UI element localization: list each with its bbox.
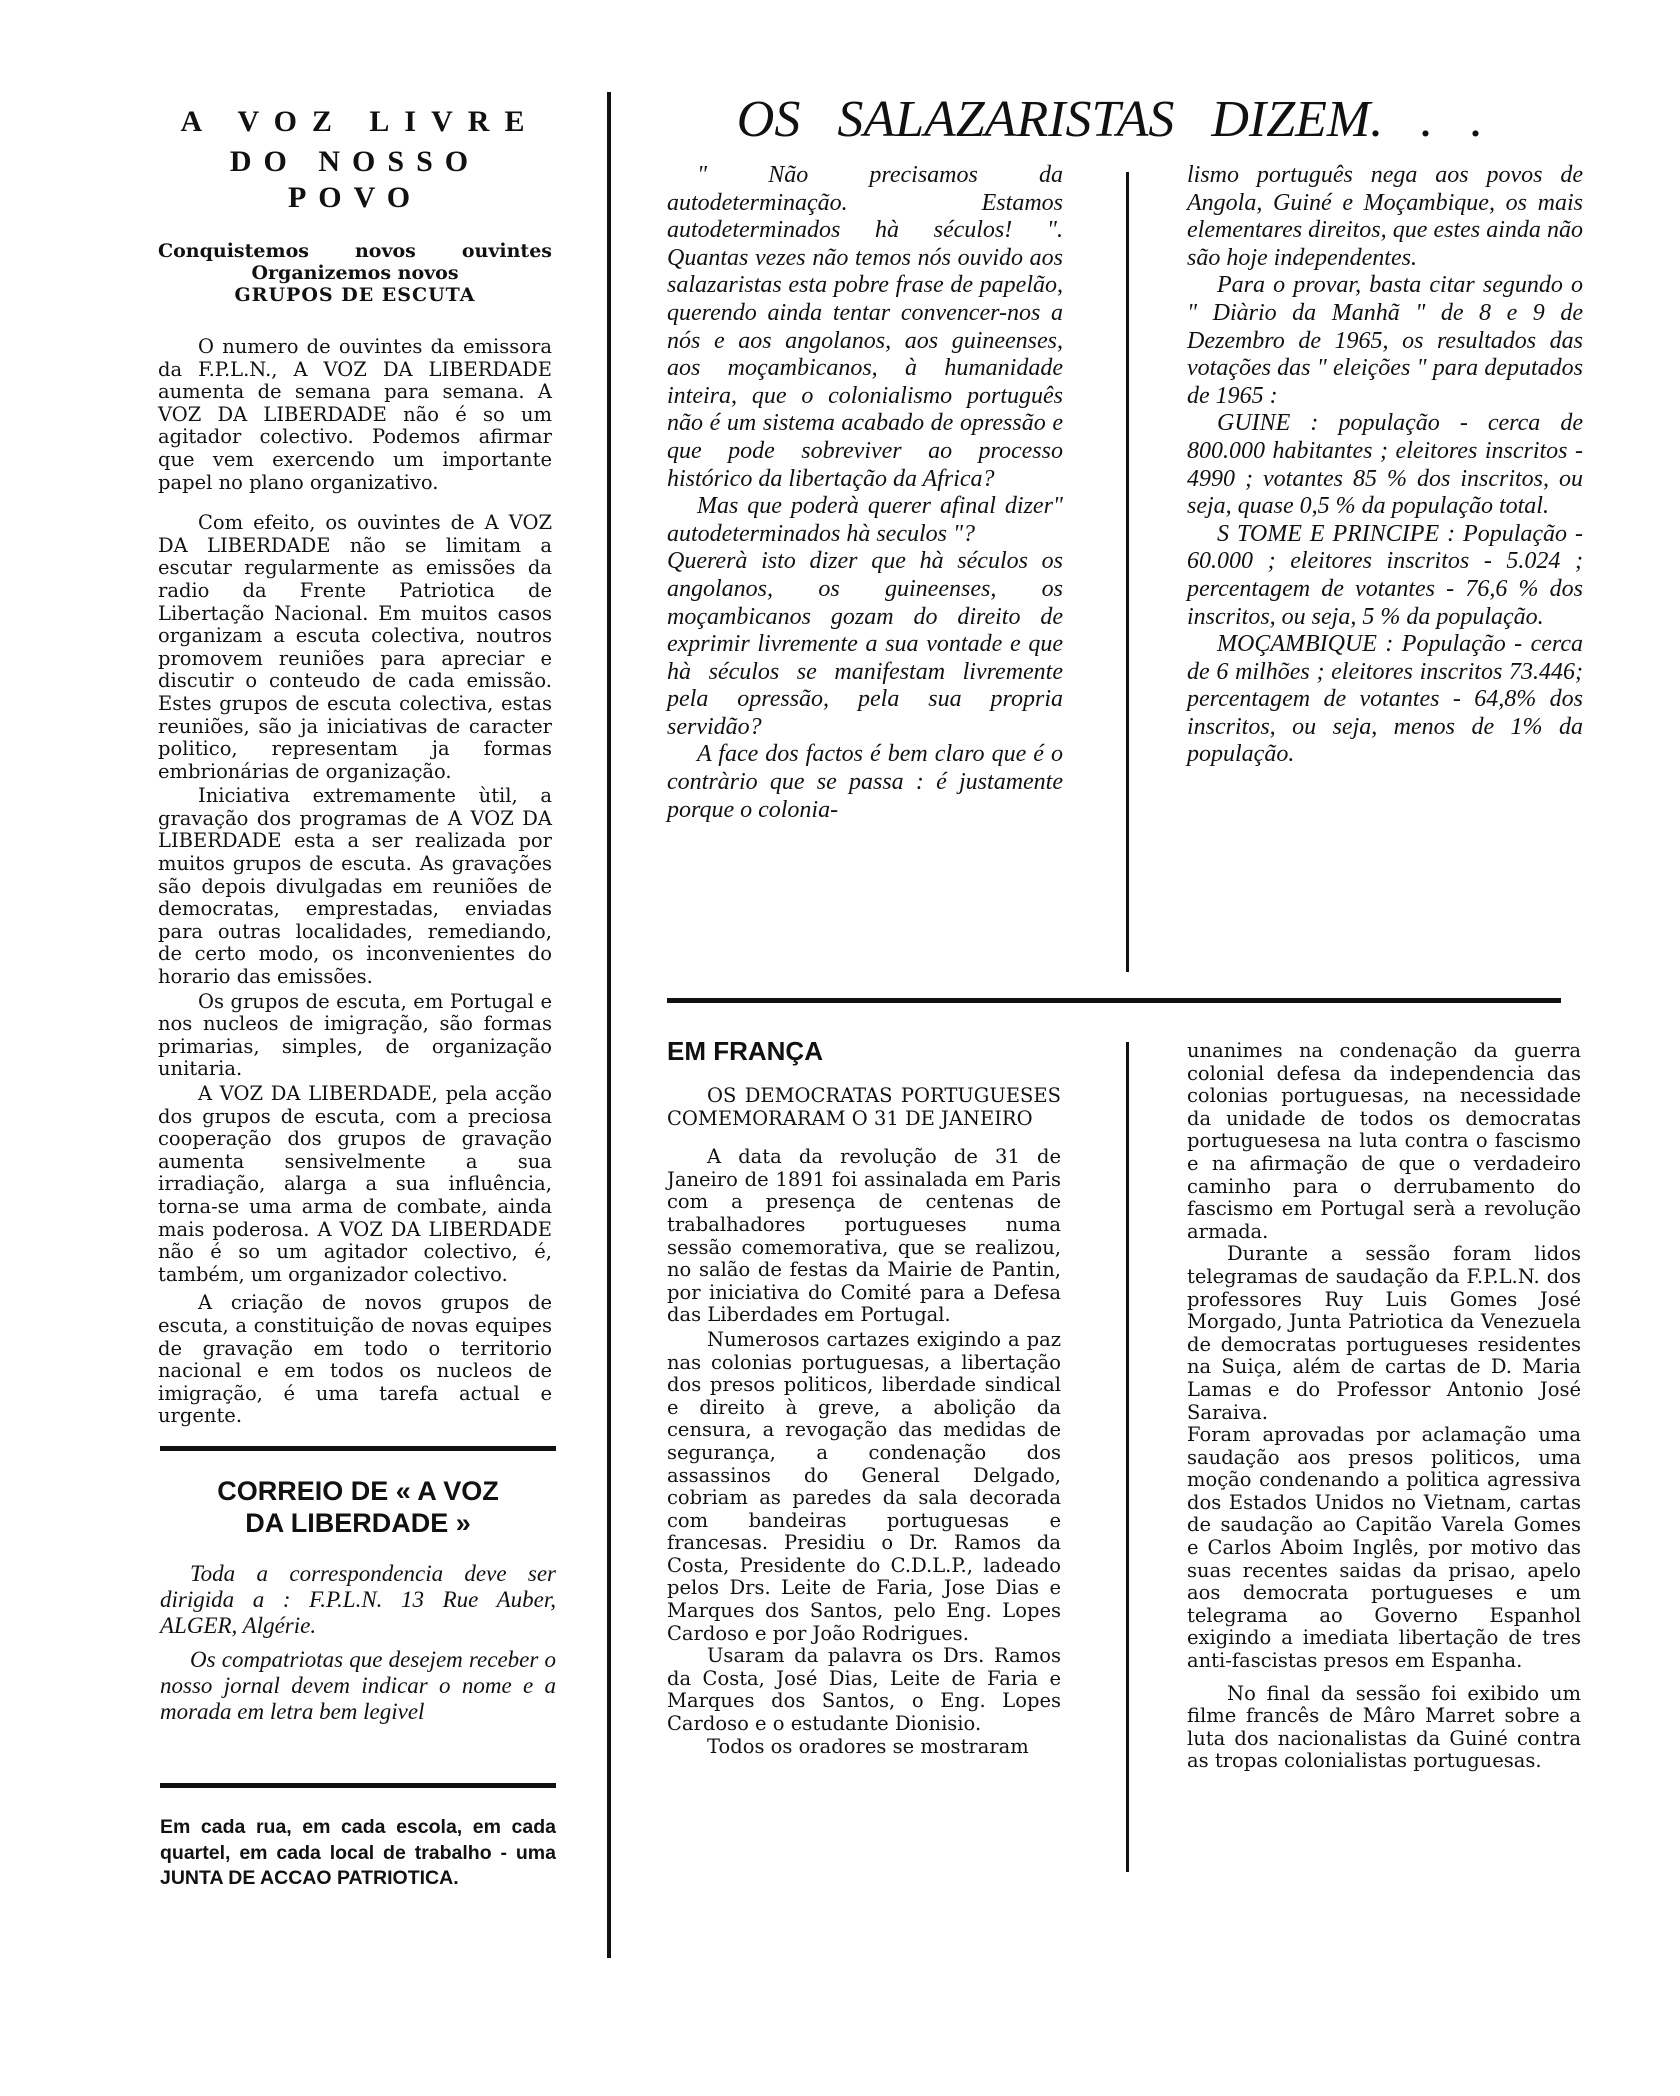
paragraph: Durante a sessão foram lidos telegramas de saudação da F.P.L.N. dos professores Ruy Luis Gomes José Morgado, Junta Patriotica da Venezuela de democratas portugueses residentes na Suiça, além de cartas de D. Maria Lamas e do Professor Antonio José Saraiva.	[1187, 1242, 1581, 1424]
paragraph: S TOME E PRINCIPE : População - 60.000 ; eleitores inscritos - 5.024 ; percentagem de votantes - 76,6 % dos inscritos, ou seja, 5 % da população.	[1187, 520, 1583, 630]
paragraph: Quererà isto dizer que hà séculos os angolanos, os guineenses, os moçambicanos gozam do direito de exprimir livremente a sua vontade e que hà séculos se manifestam livremente pela opressão, pela sua propria servidão?	[667, 548, 1063, 740]
column-divider-salazaristas	[1126, 172, 1129, 972]
franca-col1-body	[667, 1146, 1061, 1758]
franca-col2	[1187, 1040, 1581, 1773]
paragraph: Numerosos cartazes exigindo a paz nas colonias portuguesas, a libertação dos presos politicos, liberdade sindical e direito à greve, a abolição da censura, a revogação das medidas de segurança, a condenação dos assassinos do General Delgado, cobriam as paredes da sala decorada com bandeiras portuguesas e francesas. Presidiu o Dr. Ramos da Costa, Presidente do C.D.L.P., ladeado pelos Drs. Leite de Faria, Jose Dias e Marques dos Santos, pelo Eng. Lopes Cardoso e por João Rodrigues.	[667, 1327, 1061, 1645]
paragraph: Iniciativa extremamente ùtil, a gravação dos programas de A VOZ DA LIBERDADE esta a ser realizada por muitos grupos de escuta. As gravações são depois divulgadas em reuniões de democratas, emprestadas, enviadas para outras localidades, remediando, de certo modo, os inconvenientes do horario das emissões.	[158, 784, 552, 989]
subtitle-line3: GRUPOS DE ESCUTA	[234, 284, 476, 306]
paragraph: unanimes na condenação da guerra colonial defesa da independencia das colonias portuguesas, na necessidade da unidade de todos os democratas portuguesesa na luta contra o fascismo e na afirmação de que o verdadeiro caminho para o derrubamento do fascismo em Portugal serà a revolução armada.	[1187, 1039, 1581, 1243]
paragraph: A face dos factos é bem claro que é o contràrio que se passa : é justamente porque o colonia-	[667, 741, 1063, 823]
column-divider-main	[607, 92, 611, 1958]
paragraph: A data da revolução de 31 de Janeiro de 1891 foi assinalada em Paris com a presença de centenas de trabalhadores portugueses numa sessão comemorativa, que se realizou, no salão de festas da Mairie de Pantin, por iniciativa do Comité para a Defesa das Liberdades em Portugal.	[667, 1145, 1061, 1327]
franca-col1	[667, 1085, 1061, 1758]
correio-address: Toda a correspondencia deve ser dirigida a : F.P.L.N. 13 Rue Auber, ALGER, Algérie.	[160, 1561, 556, 1638]
paragraph: " Não precisamos da autodeterminação. Estamos autodeterminados hà séculos! ". Quantas vezes não temos nós ouvido aos salazaristas esta pobre frase de papelão, querendo ainda tentar convencer-nos a nós e aos angolanos, aos guineenses, aos moçambicanos, à humanidade inteira, que o colonialismo português não é um sistema acabado de opressão e que pode sobreviver ao processo histórico da libertação da Africa?	[667, 162, 1063, 492]
subtitle-line2: Organizemos novos	[251, 262, 459, 284]
paragraph: A VOZ DA LIBERDADE, pela acção dos grupos de escuta, com a preciosa cooperação dos grupos de gravação aumenta sensivelmente a sua irradiação, alarga a sua influência, torna-se uma arma de combate, ainda mais poderosa. A VOZ DA LIBERDADE não é so um agitador colectivo, é, também, um organizador colectivo.	[158, 1082, 552, 1286]
divider-section	[667, 998, 1561, 1003]
paragraph: Os grupos de escuta, em Portugal e nos nucleos de imigração, são formas primarias, simples, de organização unitaria.	[158, 989, 552, 1081]
franca-heading: EM FRANÇA	[667, 1036, 823, 1066]
paragraph: Usaram da palavra os Drs. Ramos da Costa, José Dias, Leite de Faria e Marques dos Santos, o Eng. Lopes Cardoso e o estudante Dionisio.	[667, 1644, 1061, 1736]
paragraph: GUINE : população - cerca de 800.000 habitantes ; eleitores inscritos - 4990 ; votantes 85 % dos inscritos, ou seja, quase 0,5 % da população total.	[1187, 410, 1583, 520]
salazaristas-col1	[667, 162, 1063, 824]
paragraph: MOÇAMBIQUE : População - cerca de 6 milhões ; eleitores inscritos 73.446; percentagem de votantes - 64,8% dos inscritos, ou seja, menos de 1% da população.	[1187, 631, 1583, 768]
paragraph: lismo português nega aos povos de Angola, Guiné e Moçambique, os mais elementares direitos, que estes ainda não são hoje independentes.	[1187, 162, 1583, 271]
divider-left-1	[160, 1446, 556, 1451]
paragraph: O numero de ouvintes da emissora da F.P.L.N., A VOZ DA LIBERDADE aumenta de semana para semana. A VOZ DA LIBERDADE não é so um agitador colectivo. Podemos afirmar que vem exercendo um importante papel no plano organizativo.	[158, 335, 552, 494]
paragraph: Com efeito, os ouvintes de A VOZ DA LIBERDADE não se limitam a escutar regularmente as emissões da radio da Frente Patriotica de Libertação Nacional. Em muitos casos organizam a escuta colectiva, noutros promovem reuniões para apreciar e discutir o conteudo de cada emissão. Estes grupos de escuta colectiva, estas reuniões, são ja iniciativas de caracter politico, representam ja formas embrionárias de organização.	[158, 511, 552, 783]
masthead-line2: DO NOSSO POVO	[229, 145, 481, 214]
left-article-body	[158, 336, 552, 1428]
paragraph: No final da sessão foi exibido um filme francês de Mâro Marret sobre a luta dos nacionalistas da Guiné contra as tropas colonialistas portuguesas.	[1187, 1681, 1581, 1773]
correio-title-line1: CORREIO DE « A VOZ	[217, 1476, 499, 1506]
divider-left-2	[160, 1783, 556, 1788]
correio-section	[160, 1475, 556, 1725]
correio-instructions: Os compatriotas que desejem receber o nosso jornal devem indicar o nome e a morada em letra bem legivel	[160, 1647, 556, 1724]
salazaristas-title: OS SALAZARISTAS DIZEM. . .	[736, 91, 1484, 148]
paragraph: Foram aprovadas por aclamação uma saudação aos presos politicos, uma moção condenando a politica agressiva dos Estados Unidos no Vietnam, cartas de saudação ao Capitão Varela Gomes e Carlos Aboim Inglês, por motivo das suas recentes saidas da prisao, apelo aos democrata portugueses e um telegrama ao Governo Espanhol exigindo a imediata libertação de tres anti-fascistas presos em Espanha.	[1187, 1423, 1581, 1673]
paragraph: Para o provar, basta citar segundo o " Diàrio da Manhã " de 8 e 9 de Dezembro de 1965, os resultados das votações das " eleições " para deputados de 1965 :	[1187, 272, 1583, 409]
slogan: Em cada rua, em cada escola, em cada quartel, em cada local de trabalho - uma JUNTA DE ACCAO PATRIOTICA.	[160, 1816, 556, 1889]
column-divider-franca	[1126, 1042, 1129, 1872]
salazaristas-col2	[1187, 162, 1583, 769]
paragraph: A criação de novos grupos de escuta, a constituição de novas equipes de gravação em todo o territorio nacional e em todos os nucleos de imigração, é uma tarefa actual e urgente.	[158, 1291, 552, 1428]
paragraph: Todos os oradores se mostraram	[707, 1734, 1029, 1758]
correio-body	[160, 1561, 556, 1725]
left-column	[158, 100, 552, 1428]
paragraph: Mas que poderà querer afinal dizer" autodeterminados hà seculos "?	[667, 493, 1063, 547]
subtitle-line1: Conquistemos novos ouvintes	[158, 240, 552, 262]
correio-title-line2: DA LIBERDADE »	[245, 1508, 471, 1538]
masthead-line1: A VOZ LIVRE	[180, 105, 540, 138]
franca-subheading: OS DEMOCRATAS PORTUGUESES COMEMORARAM O 31 DE JANEIRO	[667, 1084, 1061, 1130]
